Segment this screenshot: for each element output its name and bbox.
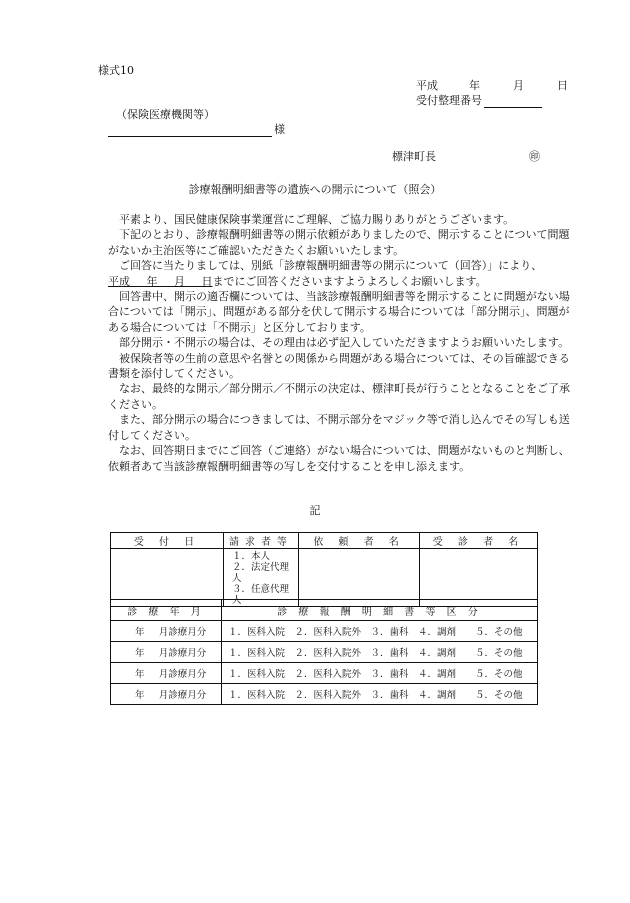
- header-receipt-date: 受 付 日: [111, 533, 224, 549]
- table-row: [111, 621, 538, 642]
- paragraph-8: また、部分開示の場合につきましては、不開示部分をマジック等で消し込んでその写しも送付してください。: [108, 413, 570, 442]
- paragraph-3: ご回答に当たりましては、別紙「診療報酬明細書等の開示について（回答）」により、: [119, 259, 543, 273]
- date-era: 平成: [416, 79, 438, 92]
- table-row: [111, 684, 538, 705]
- header-requester: 請求者等: [224, 533, 299, 549]
- receipt-label: 受付整理番号: [416, 94, 482, 107]
- form-number: 様式10: [98, 64, 134, 77]
- addressee-suffix: 様: [274, 123, 285, 136]
- cell-patient-name[interactable]: [420, 549, 538, 607]
- header-claim-category: 診 療 報 酬 明 細 書 等 区 分: [222, 600, 538, 621]
- table-row: [111, 663, 538, 684]
- option-legal-rep: ２．法定代理人: [232, 562, 290, 584]
- cell-claim-category[interactable]: １．医科入院 ２．医科入院外 ３．歯科 ４．調剤 ５．その他: [222, 663, 538, 684]
- date-month: 月: [513, 79, 524, 92]
- reply-year: 年: [146, 274, 158, 288]
- claim-category-table: [110, 599, 538, 705]
- paragraph-7: なお、最終的な開示／部分開示／不開示の決定は、標津町長が行うこととなることをご了承ください。: [108, 382, 570, 411]
- paragraph-4: 回答書中、開示の適否欄については、当該診療報酬明細書等を開示することに問題がない場合については「開示」、問題がある部分を伏して開示する場合については「部分開示」、問題がある場合については「不開示」と区分しております。: [108, 290, 570, 334]
- cell-requester-name[interactable]: [299, 549, 420, 607]
- ki-heading: 記: [309, 504, 321, 517]
- cell-claim-category[interactable]: １．医科入院 ２．医科入院外 ３．歯科 ４．調剤 ５．その他: [222, 621, 538, 642]
- cell-claim-category[interactable]: １．医科入院 ２．医科入院外 ３．歯科 ４．調剤 ５．その他: [222, 642, 538, 663]
- reply-day: 日: [201, 274, 213, 288]
- reply-deadline-line: [108, 274, 580, 289]
- date-line: [416, 77, 568, 93]
- receipt-number-line: [484, 96, 542, 108]
- cell-receipt-date[interactable]: [111, 549, 224, 607]
- seal-mark: ㊞: [529, 150, 540, 163]
- option-voluntary-rep: ３．任意代理人: [232, 584, 290, 606]
- body-text: [108, 212, 580, 474]
- paragraph-2: 下記のとおり、診療報酬明細書等の開示依頼がありましたので、開示することについて問題がないか主治医等にご確認いただきたくお願いいたします。: [108, 228, 570, 257]
- document-title: 診療報酬明細書等の遺族への開示について（照会）: [188, 183, 442, 196]
- receipt-number: [416, 92, 542, 108]
- header-patient-name: 受 診 者 名: [420, 533, 538, 549]
- date-year: 年: [469, 79, 480, 92]
- reply-month: 月: [174, 274, 185, 288]
- cell-claim-category[interactable]: １．医科入院 ２．医科入院外 ３．歯科 ４．調剤 ５．その他: [222, 684, 538, 705]
- paragraph-9: なお、回答期日までにご回答（ご連絡）がない場合については、問題がないものと判断し、依頼者あて当該診療報酬明細書等の写しを交付することを申し添えます。: [108, 444, 570, 473]
- cell-treatment-month[interactable]: 年 月診療月分: [111, 642, 222, 663]
- paragraph-5: 部分開示・不開示の場合は、その理由は必ず記入していただきますようお願いいたします。: [119, 336, 570, 350]
- cell-requester-options[interactable]: [224, 549, 299, 607]
- cell-treatment-month[interactable]: 年 月診療月分: [111, 621, 222, 642]
- request-table: [110, 532, 538, 607]
- issuer-name: 標津町長: [392, 150, 436, 163]
- cell-treatment-month[interactable]: 年 月診療月分: [111, 663, 222, 684]
- paragraph-6: 被保険者等の生前の意思や名誉との関係から問題がある場合については、その旨確認できる書類を添付してください。: [108, 351, 570, 381]
- reply-era: 平成: [108, 274, 130, 288]
- header-requester-name: 依 頼 者 名: [299, 533, 420, 549]
- institution-label: （保険医療機関等）: [116, 108, 215, 121]
- date-day: 日: [557, 79, 568, 92]
- cell-treatment-month[interactable]: 年 月診療月分: [111, 684, 222, 705]
- table-row: [111, 642, 538, 663]
- addressee-blank: [108, 124, 272, 137]
- reply-rest: までにご回答くださいますようよろしくお願いします。: [212, 274, 487, 288]
- paragraph-1: 平素より、国民健康保険事業運営にご理解、ご協力賜りありがとうございます。: [119, 213, 515, 226]
- option-self: １．本人: [232, 551, 271, 562]
- header-treatment-month: 診 療 年 月: [111, 600, 222, 621]
- addressee-line: [108, 121, 285, 137]
